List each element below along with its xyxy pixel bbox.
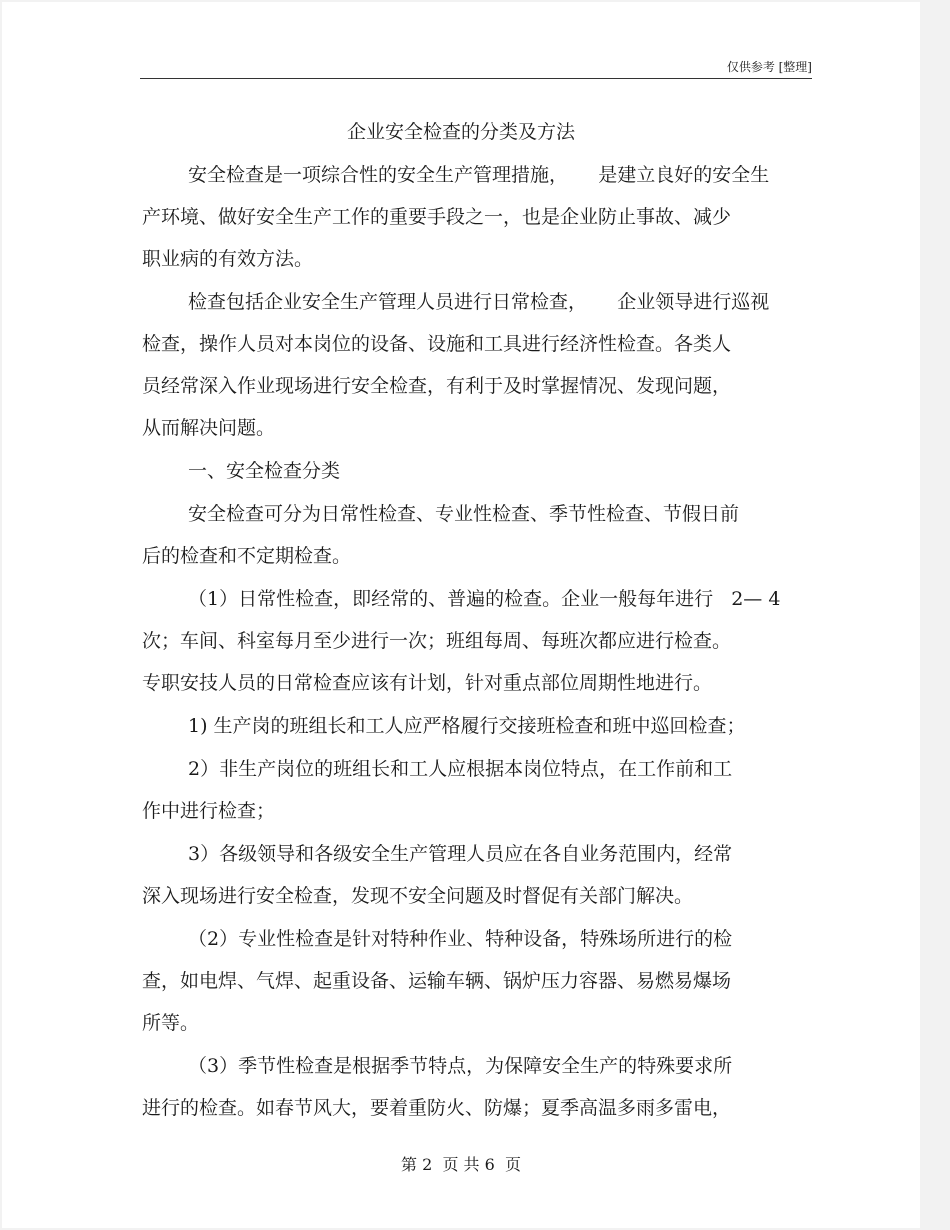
header-rule [140,78,812,79]
paragraph-line: 职业病的有效方法。 [142,248,314,270]
paragraph-line: 从而解决问题。 [142,417,276,439]
paragraph-line: 员经常深入作业现场进行安全检查，有利于及时掌握情况、发现问题， [142,375,732,397]
paragraph-line: 进行的检查。如春节风大，要着重防火、防爆；夏季高温多雨多雷电， [142,1097,732,1119]
list-item: 2）非生产岗位的班组长和工人应根据本岗位特点，在工作前和工 [188,758,733,780]
paragraph-line: 后的检查和不定期检查。 [142,545,352,567]
paragraph-line: （1）日常性检查，即经常的、普遍的检查。企业一般每年进行 2— 4 [188,588,781,610]
document-page [2,2,920,1228]
paragraph-line: 作中进行检查； [142,800,276,822]
page-footer: 第 2 页 共 6 页 [401,1155,521,1174]
paragraph-line: 产环境、做好安全生产工作的重要手段之一，也是企业防止事故、减少 [142,206,732,228]
paragraph-line: 深入现场进行安全检查，发现不安全问题及时督促有关部门解决。 [142,885,694,907]
paragraph-line: 安全检查是一项综合性的安全生产管理措施， 是建立良好的安全生 [188,164,770,186]
paragraph-line: 检查，操作人员对本岗位的设备、设施和工具进行经济性检查。各类人 [142,333,732,355]
paragraph-line: （2）专业性检查是针对特种作业、特种设备，特殊场所进行的检 [188,928,733,950]
page-title: 企业安全检查的分类及方法 [346,121,575,143]
section-heading: 一、安全检查分类 [188,460,341,482]
header-note: 仅供参考 [整理] [726,60,812,74]
paragraph-line: 所等。 [142,1012,200,1034]
list-item: 1) 生产岗的班组长和工人应严格履行交接班检查和班中巡回检查； [188,715,746,737]
paragraph-line: 专职安技人员的日常检查应该有计划，针对重点部位周期性地进行。 [142,672,713,694]
list-item: 3）各级领导和各级安全生产管理人员应在各自业务范围内，经常 [188,843,733,865]
paragraph-line: 查，如电焊、气焊、起重设备、运输车辆、锅炉压力容器、易燃易爆场 [142,970,732,992]
paragraph-line: 次；车间、科室每月至少进行一次；班组每周、每班次都应进行检查。 [142,630,732,652]
paragraph-line: 安全检查可分为日常性检查、专业性检查、季节性检查、节假日前 [188,503,740,525]
paragraph-line: 检查包括企业安全生产管理人员进行日常检查， 企业领导进行巡视 [188,291,770,313]
paragraph-line: （3）季节性检查是根据季节特点，为保障安全生产的特殊要求所 [188,1055,733,1077]
